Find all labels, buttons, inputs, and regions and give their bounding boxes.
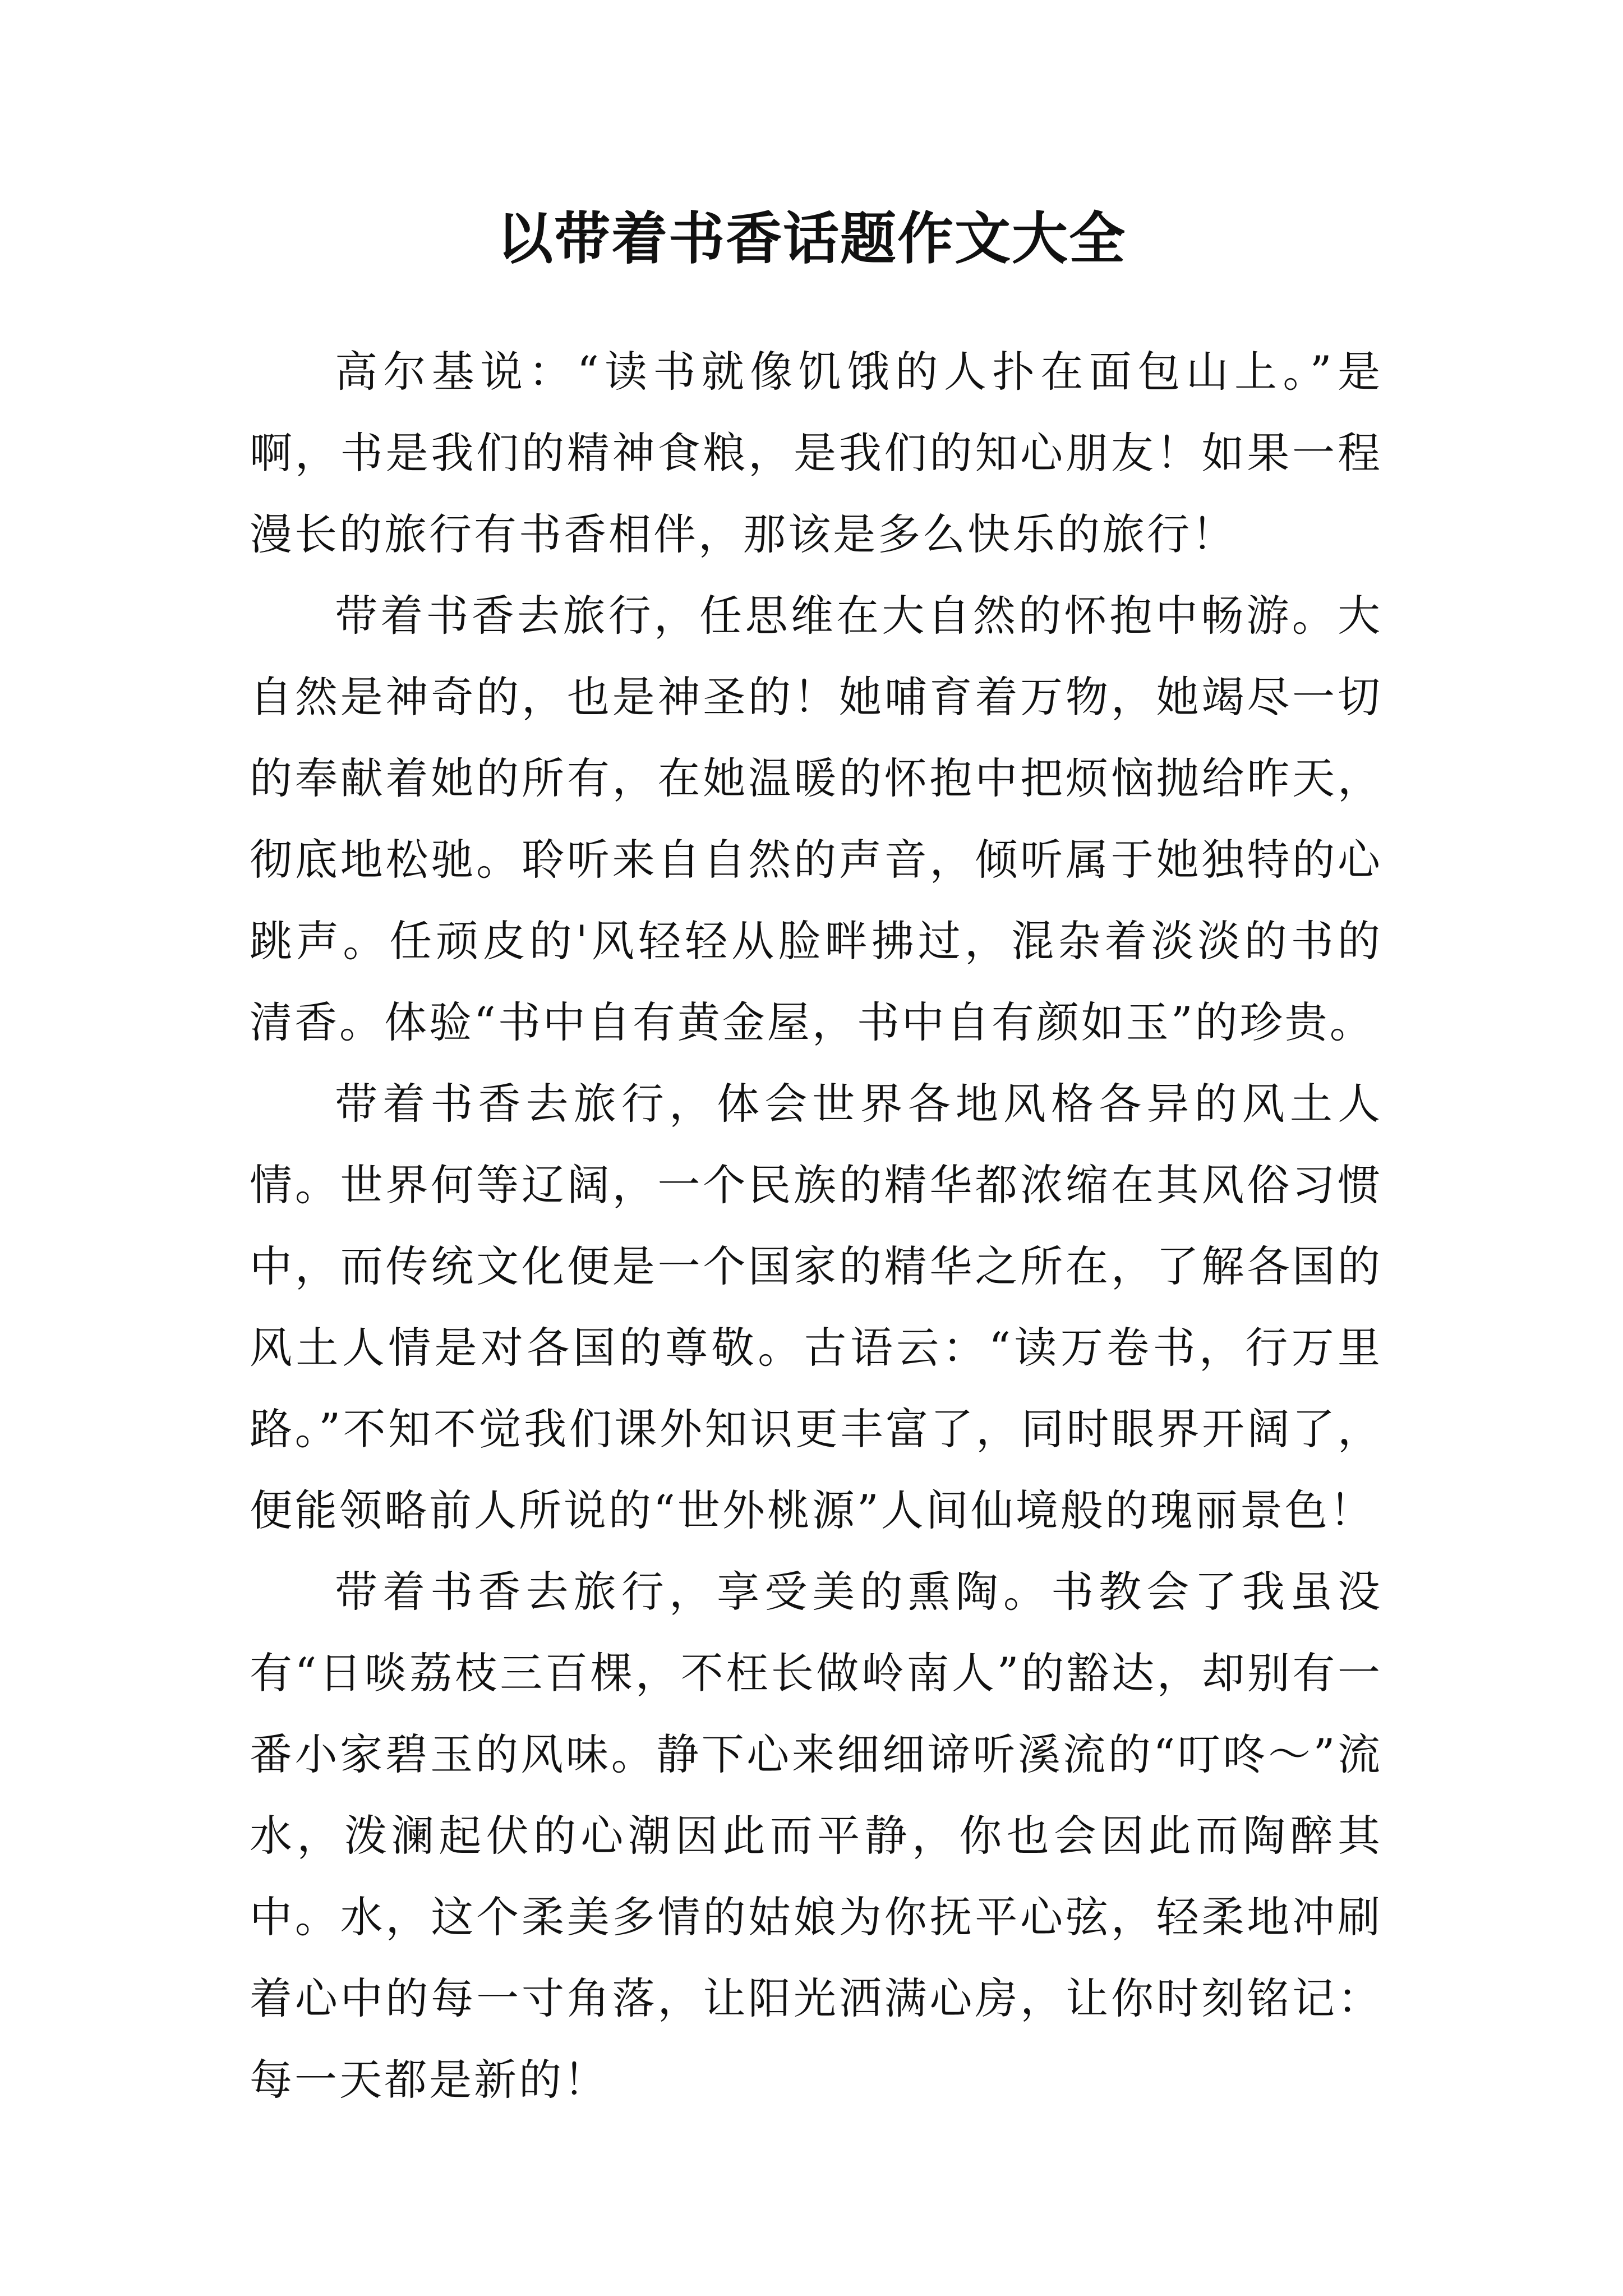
paragraph: 带着书香去旅行，享受美的熏陶。书教会了我虽没有“日啖荔枝三百棵，不枉长做岭南人”的豁达，却别有一番小家碧玉的风味。静下心来细细谛听溪流的“叮咚～”流水，泼澜起伏的心潮因此而平静，你也会因此而陶醉其中。水，这个柔美多情的姑娘为你抚平心弦，轻柔地冲刷着心中的每一寸角落，让阳光洒满心房，让你时刻铭记：每一天都是新的！: [250, 1567, 1382, 2105]
document-body: [250, 331, 1382, 2120]
paragraph: 高尔基说：“读书就像饥饿的人扑在面包山上。”是啊，书是我们的精神食粮，是我们的知心朋友！如果一程漫长的旅行有书香相伴，那该是多么快乐的旅行！: [250, 347, 1382, 559]
paragraph: 带着书香去旅行，体会世界各地风格各异的风土人情。世界何等辽阔，一个民族的精华都浓缩在其风俗习惯中，而传统文化便是一个国家的精华之所在，了解各国的风土人情是对各国的尊敬。古语云：“读万卷书，行万里路。”不知不觉我们课外知识更丰富了，同时眼界开阔了，便能领略前人所说的“世外桃源”人间仙境般的瑰丽景色！: [250, 1079, 1382, 1535]
document-title: 以带着书香话题作文大全: [497, 205, 1126, 272]
paragraph: 带着书香去旅行，任思维在大自然的怀抱中畅游。大自然是神奇的，也是神圣的！她哺育着万物，她竭尽一切的奉献着她的所有，在她温暖的怀抱中把烦恼抛给昨天，彻底地松驰。聆听来自自然的声音，倾听属于她独特的心跳声。任顽皮的'风轻轻从脸畔拂过，混杂着淡淡的书的清香。体验“书中自有黄金屋，书中自有颜如玉”的珍贵。: [250, 591, 1382, 1047]
